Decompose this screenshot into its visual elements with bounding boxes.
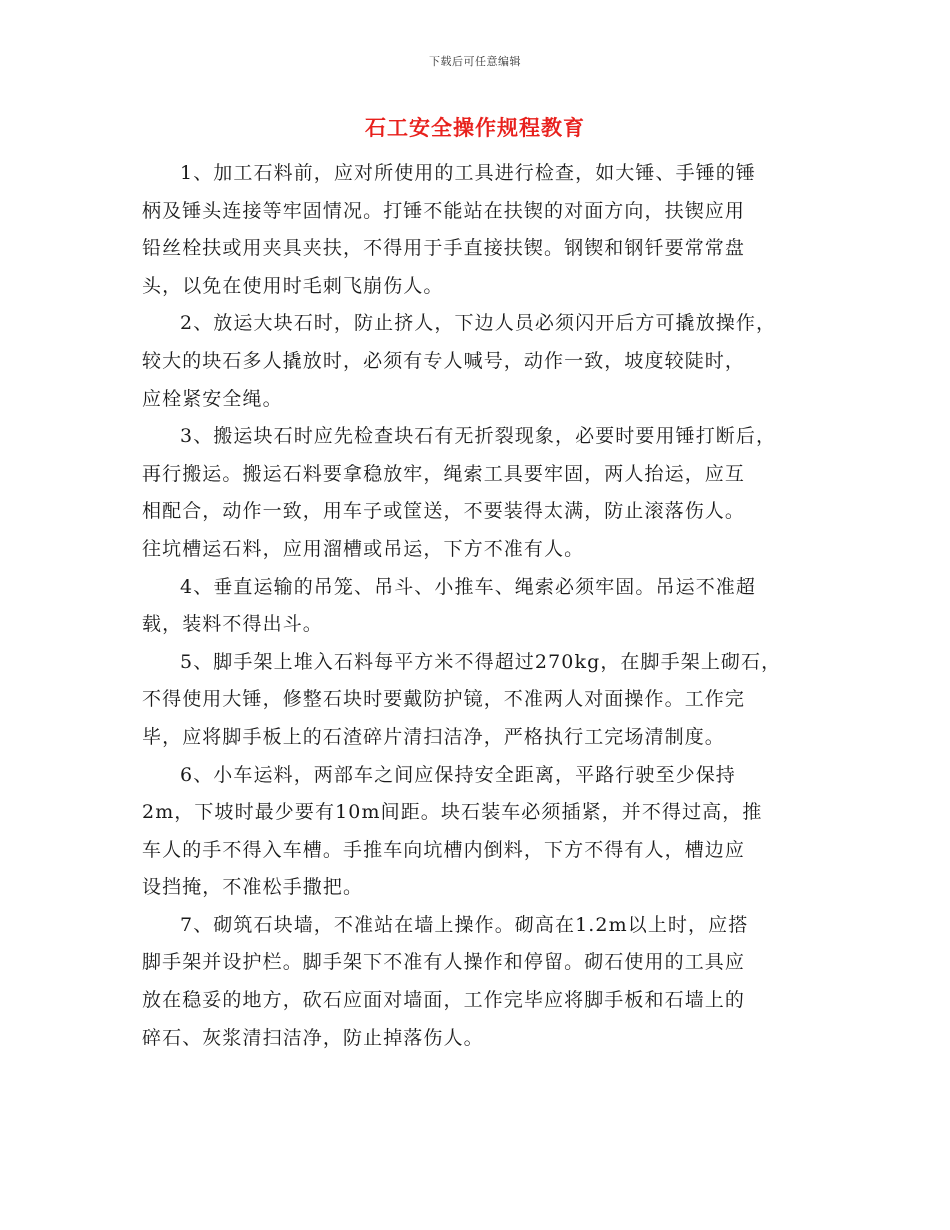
paragraph-5-line-1: 5、脚手架上堆入石料每平方米不得超过270kg，在脚手架上砌石，	[180, 650, 782, 673]
paragraph-3-line-3: 相配合，动作一致，用车子或筐送，不要装得太满，防止滚落伤人。	[142, 500, 746, 523]
paragraph-2-line-2: 较大的块石多人撬放时，必须有专人喊号，动作一致，坡度较陡时，	[142, 349, 746, 372]
paragraph-5-line-3: 毕，应将脚手板上的石渣碎片清扫洁净，严格执行工完场清制度。	[142, 725, 725, 748]
paragraph-2-line-1: 2、放运大块石时，防止挤人，下边人员必须闪开后方可撬放操作，	[180, 312, 777, 335]
paragraph-1-line-1: 1、加工石料前，应对所使用的工具进行检查，如大锤、手锤的锤	[180, 162, 756, 184]
paragraph-1-line-3: 铅丝栓扶或用夹具夹扶，不得用于手直接扶锲。钢锲和钢钎要常常盘	[142, 237, 746, 260]
paragraph-3-line-1: 3、搬运块石时应先检查块石有无折裂现象，必要时要用锤打断后，	[180, 425, 777, 448]
paragraph-3-line-2: 再行搬运。搬运石料要拿稳放牢，绳索工具要牢固，两人抬运，应互	[142, 462, 746, 485]
document-title: 石工安全操作规程教育	[365, 115, 585, 140]
paragraph-1-line-2: 柄及锤头连接等牢固情况。打锤不能站在扶锲的对面方向，扶锲应用	[142, 199, 746, 222]
paragraph-7-line-2: 脚手架并设护栏。脚手架下不准有人操作和停留。砌石使用的工具应	[142, 951, 746, 974]
paragraph-4-line-2: 载，装料不得出斗。	[142, 613, 323, 636]
paragraph-7-line-1: 7、砌筑石块墙，不准站在墙上操作。砌高在1.2m以上时，应搭	[180, 913, 749, 936]
paragraph-6-line-4: 设挡掩，不准松手撒把。	[142, 876, 364, 899]
document-body	[142, 155, 822, 1057]
paragraph-3-line-4: 往坑槽运石料，应用溜槽或吊运，下方不准有人。	[142, 537, 585, 560]
paragraph-7-line-3: 放在稳妥的地方，砍石应面对墙面，工作完毕应将脚手板和石墙上的	[142, 989, 746, 1012]
paragraph-6-line-2: 2m，下坡时最少要有10m间距。块石装车必须插紧，并不得过高，推	[142, 801, 763, 824]
paragraph-2-line-3: 应栓紧安全绳。	[142, 387, 283, 410]
paragraph-1-line-4: 头，以免在使用时毛刺飞崩伤人。	[142, 274, 444, 297]
header-note: 下载后可任意编辑	[429, 55, 521, 68]
paragraph-6-line-1: 6、小车运料，两部车之间应保持安全距离，平路行驶至少保持	[180, 763, 736, 786]
paragraph-4-line-1: 4、垂直运输的吊笼、吊斗、小推车、绳索必须牢固。吊运不准超	[180, 575, 756, 598]
paragraph-5-line-2: 不得使用大锤，修整石块时要戴防护镜，不准两人对面操作。工作完	[142, 688, 746, 711]
paragraph-6-line-3: 车人的手不得入车槽。手推车向坑槽内倒料，下方不得有人，槽边应	[142, 838, 746, 861]
paragraph-7-line-4: 碎石、灰浆清扫洁净，防止掉落伤人。	[142, 1026, 484, 1049]
